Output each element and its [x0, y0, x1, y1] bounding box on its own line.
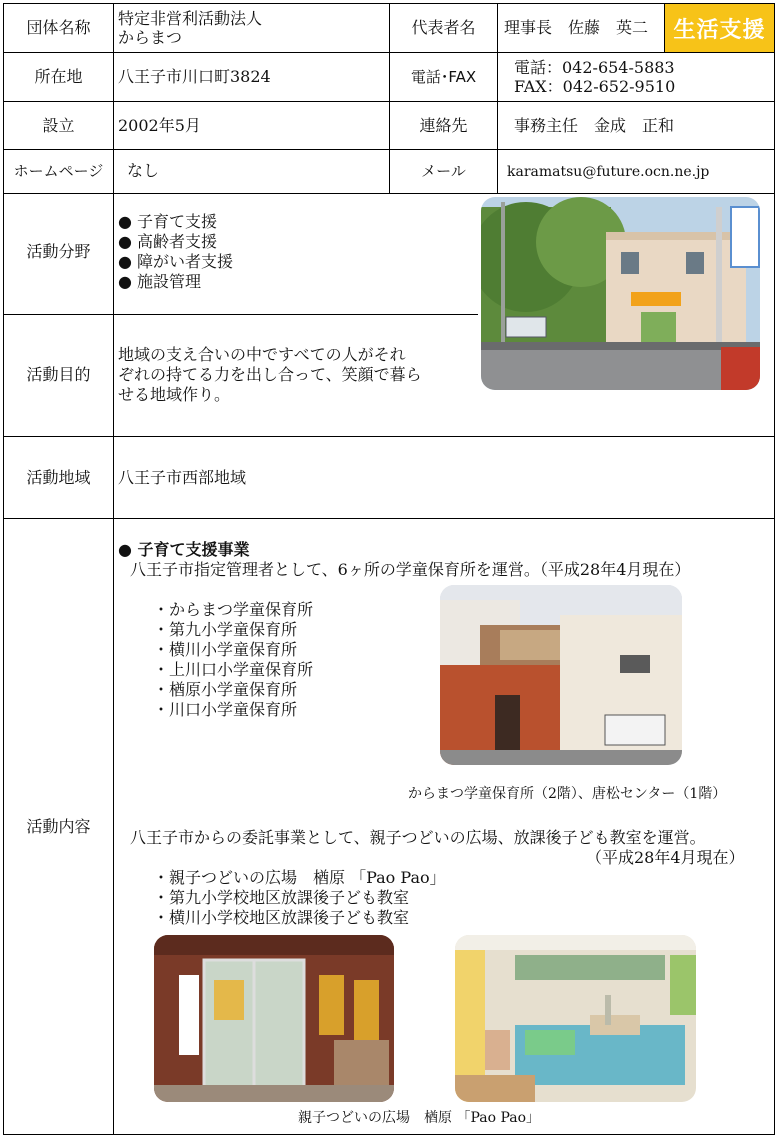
representative-name: 理事長 佐藤 英二 — [504, 18, 649, 37]
content-label: 活動内容 — [26, 817, 91, 836]
fields-list — [118, 212, 233, 292]
category-badge: 生活支援 — [665, 4, 774, 52]
address-value: 八王子市川口町3824 — [118, 67, 271, 86]
area-value: 八王子市西部地域 — [118, 468, 247, 487]
gakudo-photo — [440, 585, 682, 765]
list-item: ・からまつ学童保育所 — [153, 600, 314, 619]
list-item: ・第九小学校地区放課後子ども教室 — [153, 888, 410, 907]
homepage-label: ホームページ — [13, 162, 104, 180]
purpose-line: せる地域作り。 — [118, 385, 231, 404]
commission-date: （平成28年4月現在） — [586, 848, 745, 867]
list-item: ・上川口小学童保育所 — [153, 660, 314, 679]
building-photo — [481, 197, 760, 390]
list-item: ・横川小学童保育所 — [153, 640, 298, 659]
paopao-room-photo — [455, 935, 696, 1102]
representative-label: 代表者名 — [411, 18, 476, 37]
phone-fax-label: 電話･FAX — [410, 68, 477, 86]
mail-label: メール — [421, 162, 466, 180]
commission-text: 八王子市からの委託事業として、親子つどいの広場、放課後子ども教室を運営。 — [130, 828, 706, 847]
contact-value: 事務主任 金成 正和 — [514, 116, 675, 135]
contact-label: 連絡先 — [419, 116, 468, 135]
paopao-entrance-photo — [154, 935, 394, 1102]
list-item: ・第九小学童保育所 — [153, 620, 298, 639]
fields-label: 活動分野 — [26, 242, 91, 261]
list-item: ・川口小学童保育所 — [153, 700, 298, 719]
list-item: ● 子育て支援 — [118, 212, 218, 231]
list-item: ・親子つどいの広場 楢原 「Pao Pao」 — [153, 868, 446, 887]
org-name-label: 団体名称 — [26, 18, 91, 37]
org-name-line2: からまつ — [118, 28, 183, 47]
purpose-text — [118, 345, 422, 405]
fax-value: FAX：042-652-9510 — [514, 77, 676, 96]
list-item: ● 施設管理 — [118, 272, 202, 291]
purpose-label: 活動目的 — [26, 365, 91, 384]
content-heading: ● 子育て支援事業 — [118, 540, 250, 559]
list-item: ・横川小学校地区放課後子ども教室 — [153, 908, 410, 927]
mail-value[interactable]: karamatsu@future.ocn.ne.jp — [507, 164, 710, 180]
purpose-line: 地域の支え合いの中ですべての人がそれ — [118, 345, 406, 364]
commission-list — [153, 868, 446, 928]
homepage-value: なし — [127, 161, 160, 180]
org-name-line1: 特定非営利活動法人 — [118, 9, 263, 28]
gakudo-photo-caption: からまつ学童保育所（2階）、唐松センター（1階） — [408, 786, 727, 802]
list-item: ● 高齢者支援 — [118, 232, 218, 251]
paopao-photo-caption: 親子つどいの広場 楢原 「Pao Pao」 — [298, 1110, 541, 1126]
founded-label: 設立 — [42, 116, 75, 135]
facility-list — [153, 600, 313, 720]
list-item: ● 障がい者支援 — [118, 252, 234, 271]
phone-value: 電話：042-654-5883 — [514, 58, 675, 77]
address-label: 所在地 — [34, 67, 83, 86]
list-item: ・楢原小学童保育所 — [153, 680, 298, 699]
purpose-line: ぞれの持てる力を出し合って、笑顔で暮ら — [118, 365, 422, 384]
content-intro: 八王子市指定管理者として、6ヶ所の学童保育所を運営。（平成28年4月現在） — [130, 560, 691, 579]
area-label: 活動地域 — [26, 468, 91, 487]
founded-value: 2002年5月 — [118, 116, 201, 135]
